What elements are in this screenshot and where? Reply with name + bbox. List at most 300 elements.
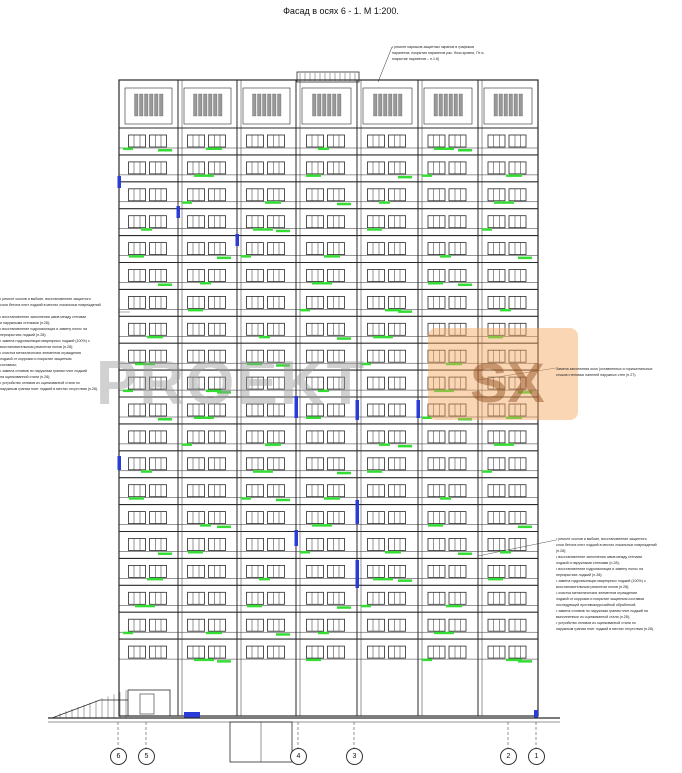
window: [129, 323, 146, 335]
window: [129, 512, 146, 524]
window: [188, 485, 205, 497]
note-line: • замена отливов по наружным граням плит лоджий на: [556, 609, 648, 613]
note-line: • замена гидроизоляции квартирных лоджий (100%) с: [0, 339, 90, 343]
repair-mark: [398, 445, 412, 448]
window: [389, 458, 406, 470]
window: [428, 539, 445, 551]
window: [150, 431, 167, 443]
window: [307, 458, 324, 470]
window: [449, 646, 466, 658]
window: [449, 512, 466, 524]
attic-grille: [504, 94, 508, 116]
note-line: • восстановление гидроизоляции и замену полос на: [556, 567, 643, 571]
repair-mark: [398, 176, 412, 179]
window: [268, 135, 285, 147]
window: [509, 135, 526, 147]
attic-grille: [379, 94, 383, 116]
window: [389, 135, 406, 147]
window: [247, 592, 264, 604]
note-line: • замена гидроизоляции квартирных лоджий (100%) с: [556, 579, 646, 583]
repair-mark: [276, 230, 290, 233]
window: [389, 431, 406, 443]
window: [268, 539, 285, 551]
repair-mark: [147, 578, 163, 581]
attic-grille: [338, 94, 342, 116]
repair-mark: [259, 336, 270, 339]
window: [368, 216, 385, 228]
window: [150, 512, 167, 524]
window: [389, 270, 406, 282]
window: [188, 243, 205, 255]
repair-mark: [494, 201, 514, 204]
window: [268, 323, 285, 335]
repair-mark: [147, 336, 163, 339]
window: [150, 539, 167, 551]
repair-mark: [265, 201, 281, 204]
note-line: • очистка металлических элементов ограждения: [556, 591, 637, 595]
repair-mark: [373, 578, 393, 581]
repair-mark: [158, 149, 172, 152]
window: [509, 431, 526, 443]
window: [150, 646, 167, 658]
window: [428, 431, 445, 443]
window: [488, 592, 505, 604]
repair-mark: [217, 660, 231, 663]
repair-mark: [494, 443, 514, 446]
repair-mark: [385, 551, 401, 554]
window: [368, 592, 385, 604]
window: [368, 646, 385, 658]
attic-grille: [444, 94, 448, 116]
attic-grille: [434, 94, 438, 116]
window: [129, 216, 146, 228]
repair-mark-blue: [295, 530, 299, 546]
window: [247, 431, 264, 443]
repair-mark: [506, 174, 522, 177]
window: [188, 565, 205, 577]
window: [247, 296, 264, 308]
note-left: [0, 296, 118, 392]
window: [368, 512, 385, 524]
window: [389, 619, 406, 631]
attic-grille: [459, 94, 463, 116]
note-line: восстановительным ремонтом полов (п.28);: [0, 345, 74, 349]
window: [368, 296, 385, 308]
window: [328, 458, 345, 470]
repair-mark: [440, 497, 451, 500]
window: [268, 619, 285, 631]
window: [268, 270, 285, 282]
window: [150, 216, 167, 228]
note-line: перекрытиях лоджий (п.28);: [0, 333, 47, 337]
attic-grille: [258, 94, 262, 116]
attic-grille: [514, 94, 518, 116]
repair-mark: [500, 309, 511, 312]
window: [129, 565, 146, 577]
attic-grille: [194, 94, 198, 116]
note-line: на оцинкованной стали (п.28);: [0, 375, 51, 379]
repair-mark: [306, 174, 321, 177]
repair-mark: [500, 551, 511, 554]
repair-mark: [518, 526, 532, 529]
window: [368, 565, 385, 577]
leader-line: [378, 47, 392, 82]
window: [328, 539, 345, 551]
window: [428, 162, 445, 174]
leader-line: [478, 540, 556, 556]
window: [150, 323, 167, 335]
note-right-mid: [556, 366, 680, 378]
attic-grille: [384, 94, 388, 116]
window: [488, 565, 505, 577]
attic-grille: [214, 94, 218, 116]
window: [307, 296, 324, 308]
window: [188, 270, 205, 282]
window: [268, 189, 285, 201]
window: [389, 404, 406, 416]
repair-mark: [458, 149, 472, 152]
window: [368, 350, 385, 362]
window: [328, 646, 345, 658]
repair-mark: [300, 309, 310, 312]
note-line: Замена заполнения окон (оставленных и горизонтальных: [556, 367, 653, 371]
window: [509, 512, 526, 524]
window: [129, 431, 146, 443]
window: [209, 135, 226, 147]
repair-mark: [135, 605, 155, 608]
window: [247, 539, 264, 551]
repair-mark: [361, 605, 371, 608]
repair-mark: [428, 524, 443, 527]
note-line: • устройство отливов из оцинкованной стали по: [0, 381, 80, 385]
attic-grille: [323, 94, 327, 116]
repair-mark: [337, 203, 351, 206]
note-line: восстановительным ремонтом полов (п.28);: [556, 585, 630, 589]
axis-marker-6: 6: [110, 748, 127, 765]
window: [268, 296, 285, 308]
repair-mark: [200, 282, 211, 285]
window: [247, 216, 264, 228]
attic-bay: [125, 88, 172, 124]
note-right-bottom: [556, 536, 680, 632]
repair-mark: [123, 632, 133, 635]
attic-grille: [454, 94, 458, 116]
axis-marker-2: 2: [500, 748, 517, 765]
window: [509, 189, 526, 201]
attic-grille: [263, 94, 267, 116]
attic-grille: [135, 94, 139, 116]
note-line: слоя бетона плит лоджий в местах локальных повреждений: [556, 543, 657, 547]
window: [368, 485, 385, 497]
attic-bay: [363, 88, 412, 124]
repair-mark: [318, 148, 329, 151]
window: [150, 189, 167, 201]
repair-mark: [312, 524, 332, 527]
repair-mark: [253, 470, 273, 473]
window: [488, 162, 505, 174]
window: [449, 135, 466, 147]
window: [509, 592, 526, 604]
window: [328, 189, 345, 201]
window: [389, 243, 406, 255]
window: [488, 135, 505, 147]
repair-mark-blue: [356, 500, 360, 524]
window: [209, 458, 226, 470]
window: [449, 243, 466, 255]
window: [307, 592, 324, 604]
attic-grille: [204, 94, 208, 116]
window: [389, 539, 406, 551]
note-line: • ремонт сколов и выбоин, восстановление защитного: [556, 537, 647, 541]
window: [328, 162, 345, 174]
window: [428, 189, 445, 201]
window: [307, 162, 324, 174]
repair-mark: [518, 660, 532, 663]
window: [368, 431, 385, 443]
window: [150, 162, 167, 174]
window: [247, 135, 264, 147]
window: [509, 565, 526, 577]
attic-grille: [439, 94, 443, 116]
repair-mark: [141, 470, 152, 473]
attic-bay: [302, 88, 351, 124]
repair-mark: [141, 228, 152, 231]
window: [129, 296, 146, 308]
attic-grille: [333, 94, 337, 116]
window: [328, 565, 345, 577]
repair-mark: [182, 201, 192, 204]
window: [509, 458, 526, 470]
window: [488, 189, 505, 201]
window: [307, 619, 324, 631]
window: [188, 135, 205, 147]
attic-grille: [328, 94, 332, 116]
window: [509, 539, 526, 551]
window: [188, 646, 205, 658]
note-line: • ремонт сколов и выбоин, восстановление защитного: [0, 297, 91, 301]
window: [389, 162, 406, 174]
repair-mark-blue: [534, 710, 538, 718]
window: [129, 485, 146, 497]
window: [307, 135, 324, 147]
repair-mark: [379, 201, 390, 204]
repair-mark: [398, 310, 412, 313]
window: [268, 565, 285, 577]
repair-mark: [482, 470, 492, 473]
window: [150, 485, 167, 497]
window: [150, 243, 167, 255]
repair-mark: [337, 337, 351, 340]
window: [449, 458, 466, 470]
note-line: • устройство отливов из оцинкованной стали по: [556, 621, 636, 625]
window: [129, 162, 146, 174]
window: [307, 243, 324, 255]
window: [449, 296, 466, 308]
window: [188, 512, 205, 524]
repair-mark: [194, 174, 214, 177]
window: [209, 512, 226, 524]
attic-grille: [499, 94, 503, 116]
repair-mark: [324, 497, 340, 500]
attic-bay: [184, 88, 231, 124]
window: [307, 189, 324, 201]
window: [209, 323, 226, 335]
note-line: парапетов, покрытия парапетов рас. блок кровли, Пт и-: [392, 51, 485, 55]
repair-mark: [188, 551, 203, 554]
window: [368, 189, 385, 201]
window: [509, 296, 526, 308]
window: [188, 539, 205, 551]
window: [428, 216, 445, 228]
attic-bay: [243, 88, 290, 124]
repair-mark-blue: [118, 456, 122, 470]
repair-mark: [158, 553, 172, 556]
repair-mark: [312, 282, 332, 285]
axis-marker-4: 4: [290, 748, 307, 765]
window: [328, 135, 345, 147]
repair-mark-blue: [356, 560, 360, 588]
attic-grille: [519, 94, 523, 116]
window: [509, 162, 526, 174]
window: [509, 216, 526, 228]
window: [328, 592, 345, 604]
window: [209, 565, 226, 577]
window: [307, 539, 324, 551]
window: [389, 296, 406, 308]
repair-mark: [379, 443, 390, 446]
window: [247, 189, 264, 201]
repair-mark: [217, 257, 231, 260]
repair-mark: [458, 284, 472, 287]
window: [268, 646, 285, 658]
attic-grille: [199, 94, 203, 116]
attic-grille: [273, 94, 277, 116]
note-line: выполненные из оцинкованной стали (п.28);: [556, 615, 630, 619]
window: [307, 431, 324, 443]
attic-bay: [424, 88, 472, 124]
window: [488, 431, 505, 443]
repair-mark: [194, 659, 214, 662]
window: [209, 646, 226, 658]
window: [389, 216, 406, 228]
window: [449, 592, 466, 604]
note-line: (п.28);: [556, 549, 567, 553]
note-line: • ремонт каркасов защитных экранов в графиков: [392, 45, 475, 49]
window: [449, 485, 466, 497]
window: [428, 485, 445, 497]
window: [268, 162, 285, 174]
window: [150, 458, 167, 470]
window: [247, 512, 264, 524]
note-line: последующей противокоррозийной обработкой;: [556, 603, 637, 607]
window: [247, 565, 264, 577]
repair-mark: [123, 148, 133, 151]
note-line: лоджий от коррозии и покрытие защитным составом: [556, 597, 644, 601]
window: [428, 619, 445, 631]
window: [209, 162, 226, 174]
window: [268, 431, 285, 443]
repair-mark: [182, 443, 192, 446]
window: [188, 323, 205, 335]
repair-mark: [158, 284, 172, 287]
repair-mark: [276, 499, 290, 502]
repair-mark: [206, 148, 222, 151]
window: [247, 646, 264, 658]
window: [509, 485, 526, 497]
repair-mark-blue: [417, 400, 421, 418]
window: [488, 296, 505, 308]
repair-mark: [276, 633, 290, 636]
window: [428, 270, 445, 282]
window: [209, 270, 226, 282]
window: [328, 243, 345, 255]
window: [129, 539, 146, 551]
window: [389, 377, 406, 389]
note-line: лоджий от коррозии и покрытие защитным: [0, 357, 72, 361]
attic-grille: [155, 94, 159, 116]
window: [247, 323, 264, 335]
window: [247, 485, 264, 497]
note-line: и наружными стенками (п.28);: [0, 321, 51, 325]
window: [247, 270, 264, 282]
repair-mark: [337, 472, 351, 475]
window: [428, 646, 445, 658]
attic-grille: [399, 94, 403, 116]
window: [188, 296, 205, 308]
repair-mark-blue: [236, 234, 240, 246]
window: [488, 216, 505, 228]
window: [509, 646, 526, 658]
note-line: наружным граням плит лоджий в местах отсутствия (п.28).: [556, 627, 655, 631]
repair-mark: [458, 553, 472, 556]
window: [268, 458, 285, 470]
repair-mark: [428, 282, 443, 285]
repair-mark: [482, 228, 492, 231]
attic-bay: [484, 88, 532, 124]
window: [247, 162, 264, 174]
window: [509, 270, 526, 282]
window: [328, 485, 345, 497]
window: [368, 243, 385, 255]
drawing-title: Фасад в осях 6 - 1. М 1:200.: [283, 6, 399, 16]
window: [368, 539, 385, 551]
window: [268, 485, 285, 497]
window: [389, 512, 406, 524]
window: [268, 592, 285, 604]
window: [188, 458, 205, 470]
repair-mark: [488, 578, 503, 581]
note-line: перекрытиях лоджий (п.28);: [556, 573, 603, 577]
window: [209, 539, 226, 551]
window: [247, 458, 264, 470]
window: [328, 323, 345, 335]
window: [488, 458, 505, 470]
attic-grille: [160, 94, 164, 116]
window: [488, 646, 505, 658]
window: [488, 270, 505, 282]
repair-mark: [188, 309, 203, 312]
window: [307, 646, 324, 658]
note-line: лоджий и наружными стенками (п.28);: [556, 561, 620, 565]
note-line: • восстановление гидроизоляции и замену полос на: [0, 327, 87, 331]
window: [150, 296, 167, 308]
window: [150, 135, 167, 147]
window: [209, 243, 226, 255]
window: [188, 619, 205, 631]
window: [389, 485, 406, 497]
attic-grille: [209, 94, 213, 116]
attic-grille: [374, 94, 378, 116]
